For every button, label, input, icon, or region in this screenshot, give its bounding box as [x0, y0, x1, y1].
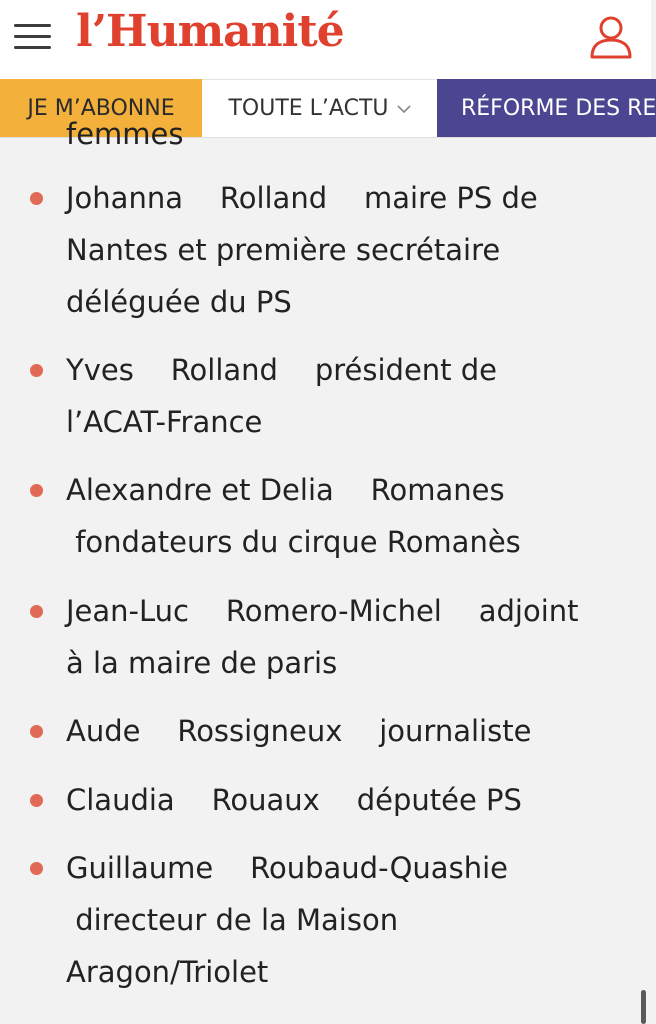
list-item-text: directeur de la Maison [66, 903, 399, 937]
bullet-icon [30, 862, 43, 875]
bullet-icon [30, 484, 43, 497]
list-item-text: Jean-Luc Romero-Michel adjoint [66, 594, 579, 628]
subscribe-button[interactable]: JE M’ABONNE [0, 79, 202, 137]
list-item-text: Alexandre et Delia Romanes [66, 473, 505, 507]
list-item-text: Nantes et première secrétaire [66, 233, 501, 267]
top-bar [0, 0, 651, 79]
site-logo[interactable]: l’Humanité [76, 6, 344, 57]
list-item-text: à la maire de paris [66, 646, 338, 680]
list-item-text: Aude Rossigneux journaliste [66, 714, 532, 748]
bullet-icon [30, 192, 43, 205]
list-item-text: déléguée du PS [66, 285, 292, 319]
bullet-icon [30, 725, 43, 738]
list-item-text: Claudia Rouaux députée PS [66, 783, 522, 817]
list-item-text: Aragon/Triolet [66, 955, 269, 989]
scrollbar[interactable] [641, 990, 646, 1024]
bullet-icon [30, 605, 43, 618]
list-item-text: Guillaume Roubaud-Quashie [66, 851, 508, 885]
bullet-icon [30, 364, 43, 377]
list-item-text: fondateurs du cirque Romanès [66, 525, 521, 559]
tab-all-news-label: TOUTE L’ACTU [228, 96, 389, 121]
article-list [0, 117, 651, 1024]
account-button[interactable] [587, 14, 635, 60]
list-item-text: l’ACAT-France [66, 405, 263, 439]
tab-reform[interactable]: RÉFORME DES RE [437, 79, 656, 137]
chevron-down-icon [397, 104, 411, 114]
list-item-text: Johanna Rolland maire PS de [66, 181, 538, 215]
hamburger-menu-icon[interactable] [14, 22, 52, 50]
truncated-text: femmes [66, 117, 184, 151]
tab-all-news[interactable] [202, 79, 437, 137]
list-item-text: Yves Rolland président de [66, 353, 498, 387]
bullet-icon [30, 794, 43, 807]
user-icon [587, 14, 635, 60]
